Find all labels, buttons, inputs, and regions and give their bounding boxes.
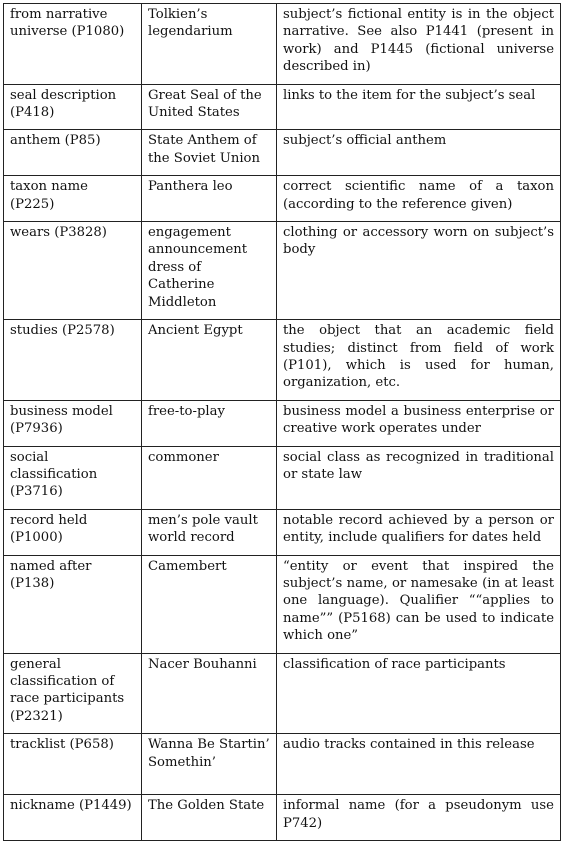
description-cell: correct scientific name of a taxon (according to the reference given) (277, 176, 561, 222)
description-cell: classification of race participants (277, 653, 561, 734)
property-cell: nickname (P1449) (4, 795, 142, 841)
example-cell: commoner (142, 446, 277, 509)
example-cell: The Golden State (142, 795, 277, 841)
property-cell: general classification of race participants (P2321) (4, 653, 142, 734)
table-row (4, 795, 561, 841)
example-cell: Tolkien’s legendarium (142, 4, 277, 85)
table-row (4, 84, 561, 130)
description-cell: subject’s fictional entity is in the object narrative. See also P1441 (present in work) and P1445 (fictional universe described in) (277, 4, 561, 85)
table-row (4, 130, 561, 176)
property-cell: seal description (P418) (4, 84, 142, 130)
property-cell: taxon name (P225) (4, 176, 142, 222)
property-table-body (4, 4, 561, 841)
table-row (4, 176, 561, 222)
property-cell: record held (P1000) (4, 509, 142, 555)
description-cell: business model a business enterprise or creative work operates under (277, 400, 561, 446)
table-row (4, 734, 561, 795)
example-cell: Great Seal of the United States (142, 84, 277, 130)
example-cell: Nacer Bouhanni (142, 653, 277, 734)
example-cell: free-to-play (142, 400, 277, 446)
example-cell: Panthera leo (142, 176, 277, 222)
description-cell: clothing or accessory worn on subject’s body (277, 222, 561, 320)
example-cell: Camembert (142, 555, 277, 653)
table-row (4, 555, 561, 653)
table-row (4, 400, 561, 446)
example-cell: Ancient Egypt (142, 320, 277, 401)
property-table (3, 3, 561, 841)
description-cell: subject’s official anthem (277, 130, 561, 176)
property-cell: studies (P2578) (4, 320, 142, 401)
property-cell: business model (P7936) (4, 400, 142, 446)
property-cell: social classification (P3716) (4, 446, 142, 509)
description-cell: “entity or event that inspired the subject’s name, or namesake (in at least one language). Qualifier ““applies to name”” (P5168) can be used to indicate which one” (277, 555, 561, 653)
table-row (4, 320, 561, 401)
description-cell: the object that an academic field studies; distinct from field of work (P101), which is used for human, organization, etc. (277, 320, 561, 401)
property-cell: tracklist (P658) (4, 734, 142, 795)
description-cell: notable record achieved by a person or entity, include qualifiers for dates held (277, 509, 561, 555)
table-row (4, 222, 561, 320)
example-cell: engagement announcement dress of Catherine Middleton (142, 222, 277, 320)
table-row (4, 509, 561, 555)
table-row (4, 446, 561, 509)
property-cell: wears (P3828) (4, 222, 142, 320)
description-cell: social class as recognized in traditional or state law (277, 446, 561, 509)
table-row (4, 4, 561, 85)
example-cell: men’s pole vault world record (142, 509, 277, 555)
description-cell: links to the item for the subject’s seal (277, 84, 561, 130)
property-cell: named after (P138) (4, 555, 142, 653)
example-cell: State Anthem of the Soviet Union (142, 130, 277, 176)
example-cell: Wanna Be Startin’ Somethin’ (142, 734, 277, 795)
table-row (4, 653, 561, 734)
description-cell: informal name (for a pseudonym use P742) (277, 795, 561, 841)
property-cell: anthem (P85) (4, 130, 142, 176)
description-cell: audio tracks contained in this release (277, 734, 561, 795)
property-cell: from narrative universe (P1080) (4, 4, 142, 85)
